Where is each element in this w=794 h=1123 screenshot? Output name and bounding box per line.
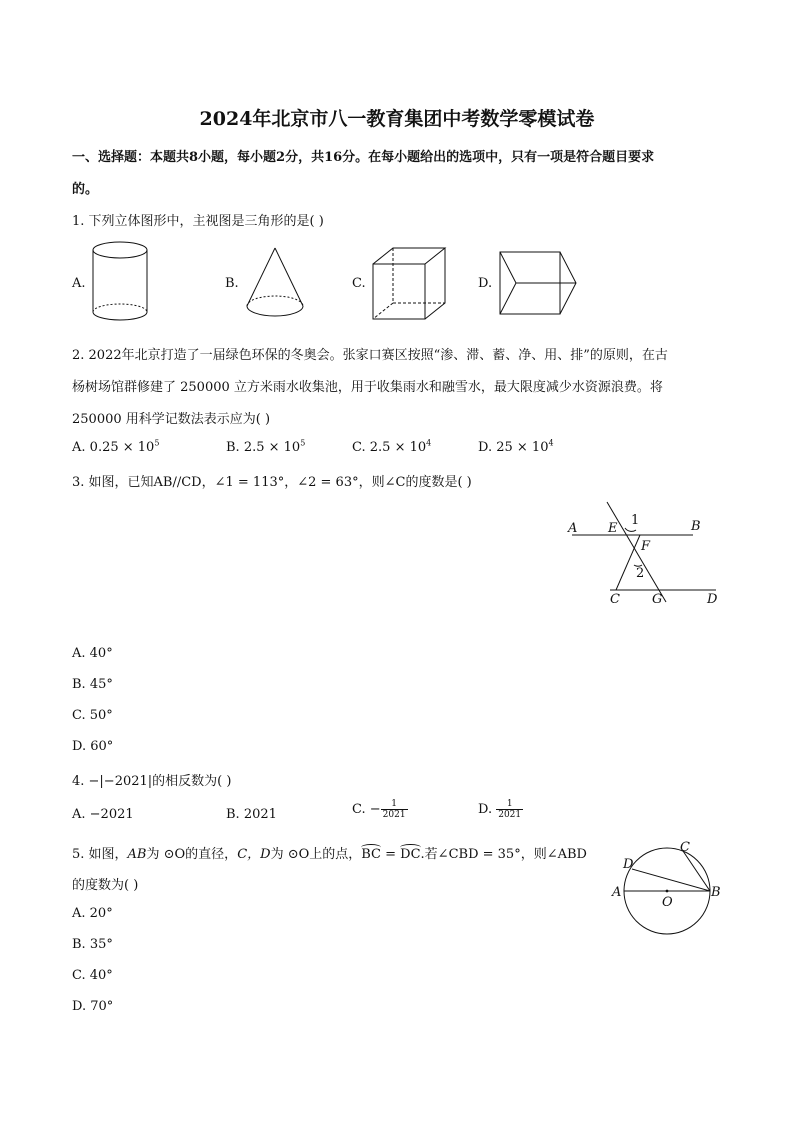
cylinder-figure <box>90 240 156 328</box>
q3-option-d: D. 60° <box>72 739 114 754</box>
q3-stem: 3. 如图，已知AB//CD，∠1 = 113°，∠2 = 63°，则∠C的度数是( ) <box>72 475 472 490</box>
q2-option-a: A. $0.25 \times 10^5$ <box>72 438 160 455</box>
q2-option-d: D. $25 \times 10^4$ <box>478 438 554 455</box>
section-heading-line1: 一、选择题：本题共8小题，每小题2分，共16分。在每小题给出的选项中，只有一项是符合题目要求 <box>72 150 655 165</box>
q4-option-d: D. $\frac{1}{2021}$ <box>478 799 522 820</box>
arc-bc: BC <box>361 847 381 862</box>
q3-label-e: E <box>608 521 618 536</box>
q4-option-a: A. −2021 <box>72 807 134 822</box>
q3-label-c: C <box>610 592 620 607</box>
q5-option-c: C. 40° <box>72 968 113 983</box>
q5-option-d: D. 70° <box>72 999 114 1014</box>
q5-label-b: B <box>711 885 721 900</box>
q5-stem-line1: 5. 如图，AB为 ⊙O的直径，C，D为 ⊙O上的点，BC = DC.若∠CBD = 35°，则∠ABD <box>72 847 587 862</box>
q3-label-a: A <box>568 521 578 536</box>
q3-option-a: A. 40° <box>72 646 113 661</box>
q2-stem-line3: 250000 用科学记数法表示应为( ) <box>72 412 271 427</box>
q5-label-o: O <box>662 895 673 910</box>
q2-option-b: B. $2.5 \times 10^5$ <box>226 438 306 455</box>
circle-figure <box>608 838 733 938</box>
q3-label-1: 1 <box>631 513 640 528</box>
q3-label-b: B <box>691 519 701 534</box>
parallel-lines-figure <box>560 495 730 610</box>
arc-dc: DC <box>400 847 421 862</box>
cube-figure <box>370 246 450 326</box>
q5-label-a: A <box>612 885 622 900</box>
q3-label-g: G <box>652 592 663 607</box>
prism-figure <box>498 250 580 322</box>
cone-figure <box>244 246 308 322</box>
q3-label-d: D <box>707 592 718 607</box>
q2-stem-line1: 2. 2022年北京打造了一届绿色环保的冬奥会。张家口赛区按照“渗、滞、蓄、净、用、排”的原则，在古 <box>72 348 668 363</box>
q1-option-a-label: A. <box>72 276 86 291</box>
q1-option-c-label: C. <box>352 276 366 291</box>
q1-option-b-label: B. <box>225 276 239 291</box>
q4-option-b: B. 2021 <box>226 807 277 822</box>
q3-label-f: F <box>641 539 651 554</box>
q1-stem: 1. 下列立体图形中，主视图是三角形的是( ) <box>72 214 324 229</box>
q5-option-b: B. 35° <box>72 937 113 952</box>
q5-option-a: A. 20° <box>72 906 113 921</box>
q5-label-c: C <box>680 840 690 855</box>
q2-stem-line2: 杨树场馆群修建了 250000 立方米雨水收集池，用于收集雨水和融雪水，最大限度减少水资源浪费。将 <box>72 380 663 395</box>
q1-option-d-label: D. <box>478 276 493 291</box>
q3-option-b: B. 45° <box>72 677 113 692</box>
q2-option-c: C. $2.5 \times 10^4$ <box>352 438 432 455</box>
q5-label-d: D <box>623 857 634 872</box>
q3-label-2: 2 <box>636 566 645 581</box>
q4-stem: 4. −|−2021|的相反数为( ) <box>72 774 232 789</box>
q5-stem-line2: 的度数为( ) <box>72 878 139 893</box>
q3-option-c: C. 50° <box>72 708 113 723</box>
q4-option-c: C. − $\frac{1}{2021}$ <box>352 799 406 820</box>
section-heading-line2: 的。 <box>72 182 99 197</box>
page-title: 2024年北京市八一教育集团中考数学零模试卷 <box>199 108 595 130</box>
